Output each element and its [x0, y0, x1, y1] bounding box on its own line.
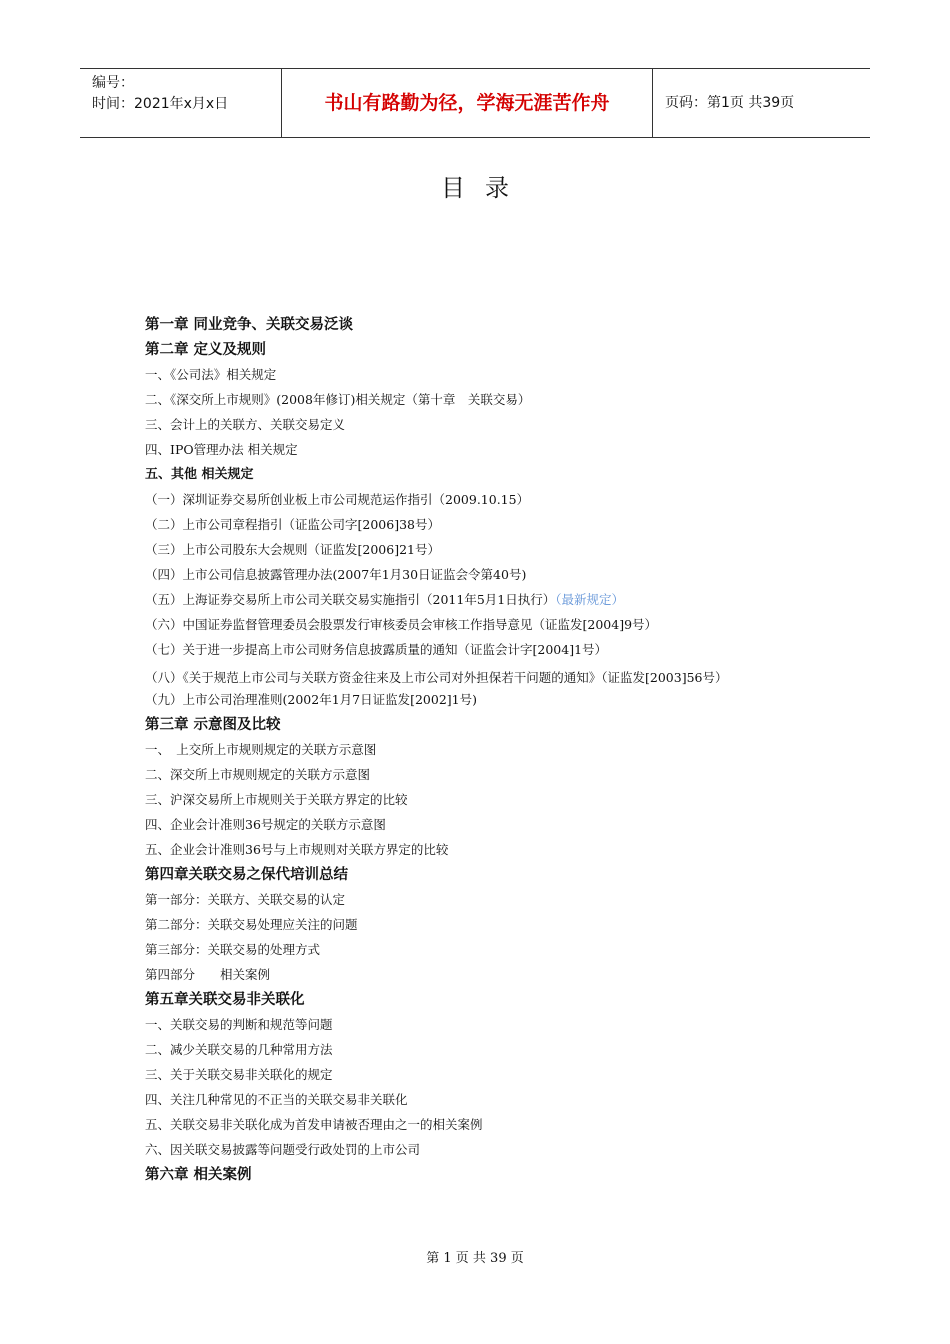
- toc-entry[interactable]: [145, 590, 825, 609]
- toc-entry-text: 四、企业会计准则36号规定的关联方示意图: [145, 817, 386, 832]
- toc-chapter[interactable]: [145, 990, 825, 1011]
- toc-entry-text: （三）上市公司股东大会规则（证监发[2006]21号）: [145, 542, 440, 557]
- toc-entry-text: （一）深圳证券交易所创业板上市公司规范运作指引（2009.10.15）: [145, 492, 530, 507]
- toc-entry-text: （九）上市公司治理准则(2002年1月7日证监发[2002]1号): [145, 692, 477, 707]
- toc-entry[interactable]: [145, 415, 825, 434]
- toc-entry-text: 第二章 定义及规则: [145, 342, 267, 358]
- toc-entry[interactable]: [145, 1090, 825, 1109]
- toc-entry[interactable]: [145, 365, 825, 384]
- toc-entry[interactable]: [145, 1065, 825, 1084]
- toc-entry-text: 五、企业会计准则36号与上市规则对关联方界定的比较: [145, 842, 449, 857]
- toc-entry[interactable]: [145, 1015, 825, 1034]
- header-motto: 书山有路勤为径，学海无涯苦作舟: [281, 69, 653, 137]
- toc-entry-text: （五）上海证券交易所上市公司关联交易实施指引（2011年5月1日执行）: [145, 592, 556, 607]
- toc-entry-text: 五、其他 相关规定: [145, 467, 254, 482]
- toc-entry[interactable]: [145, 890, 825, 909]
- toc-entry[interactable]: [145, 765, 825, 784]
- header-meta: [80, 69, 281, 137]
- toc-entry[interactable]: [145, 1140, 825, 1159]
- toc-entry-text: 六、因关联交易披露等问题受行政处罚的上市公司: [145, 1142, 421, 1157]
- document-time-label: 时间：2021年x月x日: [92, 96, 229, 112]
- toc-entry[interactable]: [145, 940, 825, 959]
- toc-entry[interactable]: [145, 740, 825, 759]
- toc-entry-text: 第四章关联交易之保代培训总结: [145, 867, 348, 883]
- toc-entry-text: 三、会计上的关联方、关联交易定义: [145, 417, 346, 432]
- toc-chapter[interactable]: [145, 715, 825, 736]
- toc-entry[interactable]: [145, 465, 825, 484]
- toc-entry-text: 四、IPO管理办法 相关规定: [145, 442, 298, 457]
- toc-entry-text: 二、《深交所上市规则》(2008年修订)相关规定（第十章 关联交易）: [145, 392, 531, 407]
- page-footer: 第 1 页 共 39 页: [426, 1251, 524, 1266]
- page-title: 目录: [441, 174, 529, 202]
- toc-entry[interactable]: [145, 490, 825, 509]
- toc-entry-text: 一、 上交所上市规则规定的关联方示意图: [145, 742, 377, 757]
- toc-entry-text: 第一章 同业竞争、关联交易泛谈: [145, 317, 354, 333]
- toc-entry-text: 三、关于关联交易非关联化的规定: [145, 1067, 333, 1082]
- toc-entry[interactable]: [145, 840, 825, 859]
- toc-entry[interactable]: [145, 390, 825, 409]
- toc-entry-text: （八）《关于规范上市公司与关联方资金往来及上市公司对外担保若干问题的通知》（证监发[2003]56号）: [145, 670, 728, 685]
- toc-chapter[interactable]: [145, 865, 825, 886]
- toc-entry[interactable]: [145, 515, 825, 534]
- toc-entry-text: 第六章 相关案例: [145, 1167, 252, 1183]
- toc-entry-text: 五、关联交易非关联化成为首发申请被否理由之一的相关案例: [145, 1117, 483, 1132]
- toc-entry-text: 二、深交所上市规则规定的关联方示意图: [145, 767, 371, 782]
- toc-entry-text: （六）中国证券监督管理委员会股票发行审核委员会审核工作指导意见（证监发[2004]9号）: [145, 617, 658, 632]
- toc-entry[interactable]: [145, 540, 825, 559]
- toc-entry[interactable]: [145, 965, 825, 984]
- toc-entry[interactable]: [145, 665, 825, 690]
- toc-entry-text: 第三章 示意图及比较: [145, 717, 281, 733]
- toc-entry[interactable]: [145, 565, 825, 584]
- toc-entry[interactable]: [145, 790, 825, 809]
- toc-entry-text: 第四部分 相关案例: [145, 967, 271, 982]
- toc-entry[interactable]: [145, 915, 825, 934]
- toc-entry-text: 一、《公司法》相关规定: [145, 367, 277, 382]
- toc-entry-text: （四）上市公司信息披露管理办法(2007年1月30日证监会令第40号): [145, 567, 527, 582]
- toc-entry-text: 第二部分：关联交易处理应关注的问题: [145, 917, 358, 932]
- page-header: [80, 68, 870, 138]
- toc-chapter[interactable]: [145, 1165, 825, 1186]
- toc-entry-text: （二）上市公司章程指引（证监公司字[2006]38号）: [145, 517, 440, 532]
- header-page-info: 页码：第1页 共39页: [665, 95, 795, 111]
- toc-entry-text: 第三部分：关联交易的处理方式: [145, 942, 321, 957]
- toc-entry[interactable]: [145, 440, 825, 459]
- toc-chapter[interactable]: [145, 315, 825, 336]
- toc-entry[interactable]: [145, 615, 825, 634]
- toc-entry-text: 四、关注几种常见的不正当的关联交易非关联化: [145, 1092, 408, 1107]
- toc-entry-text: 三、沪深交易所上市规则关于关联方界定的比较: [145, 792, 408, 807]
- toc-entry-text: 第五章关联交易非关联化: [145, 992, 305, 1008]
- toc-entry[interactable]: [145, 1115, 825, 1134]
- toc-entry-note: （最新规定）: [555, 592, 624, 607]
- document-number-label: 编号：: [92, 75, 134, 91]
- table-of-contents: [145, 315, 825, 1190]
- toc-entry[interactable]: [145, 815, 825, 834]
- toc-entry[interactable]: [145, 1040, 825, 1059]
- toc-entry-text: 一、关联交易的判断和规范等问题: [145, 1017, 333, 1032]
- toc-entry-text: 第一部分：关联方、关联交易的认定: [145, 892, 346, 907]
- toc-chapter[interactable]: [145, 340, 825, 361]
- toc-entry-text: （七）关于进一步提高上市公司财务信息披露质量的通知（证监会计字[2004]1号）: [145, 642, 608, 657]
- toc-entry-text: 二、减少关联交易的几种常用方法: [145, 1042, 333, 1057]
- toc-entry[interactable]: [145, 640, 825, 659]
- toc-entry[interactable]: [145, 690, 825, 709]
